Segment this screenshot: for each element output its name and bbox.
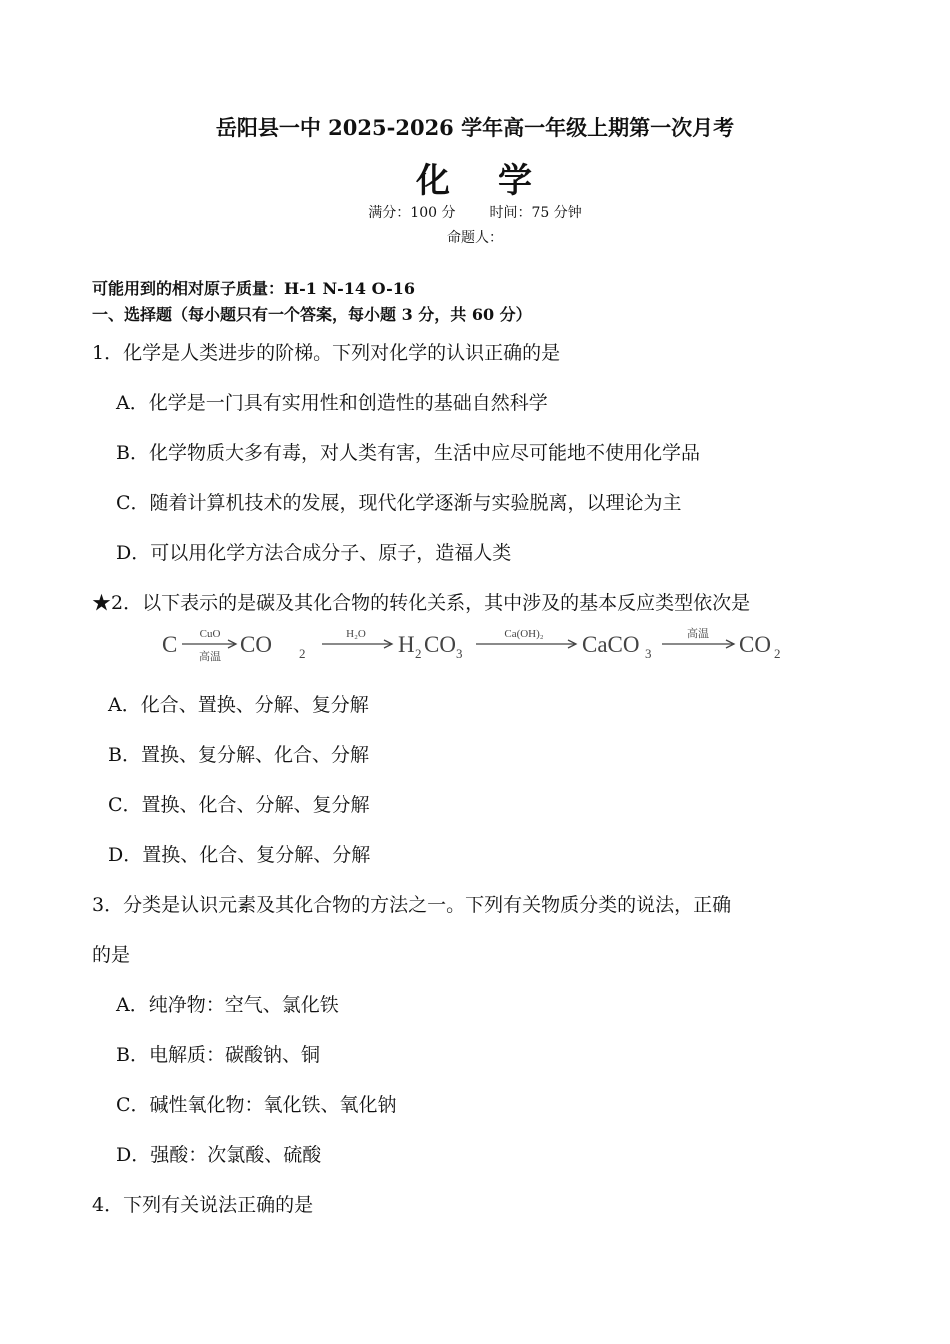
exam-time: 时间：75 分钟 [489,205,582,221]
question-stem: 下列有关说法正确的是 [123,1194,314,1216]
sub-h2: 2 [415,646,422,661]
question-stem: 分类是认识元素及其化合物的方法之一。下列有关物质分类的说法，正确 [123,894,732,916]
section-title: 一、选择题（每小题只有一个答案，每小题 3 分，共 60 分） [92,305,532,324]
sub-caco3: 3 [645,646,652,661]
question-number: 3． [92,894,124,916]
condition-high-temp-2: 高温 [687,628,709,640]
question-number: 4． [92,1194,124,1216]
exam-author: 命题人： [447,230,503,246]
q1-option-c: C．随着计算机技术的发展，现代化学逐渐与实验脱离，以理论为主 [116,492,682,514]
exam-meta [0,202,950,222]
exam-title: 岳阳县一中 2025-2026 学年高一年级上期第一次月考 [215,115,735,140]
species-caco3: CaCO [582,632,640,657]
condition-caoh2: Ca(OH)₂ [504,628,544,640]
species-h: H [398,632,415,657]
q3-option-b: B．电解质：碳酸钠、铜 [116,1044,320,1066]
question-1 [92,338,560,365]
q1-option-a: A．化学是一门具有实用性和创造性的基础自然科学 [116,392,548,414]
species-c: C [162,632,178,657]
question-stem: 化学是人类进步的阶梯。下列对化学的认识正确的是 [123,342,561,364]
sub-co2: 2 [774,646,781,661]
full-score: 满分：100 分 [368,205,456,221]
sub-3: 3 [456,646,463,661]
question-3-line2: 的是 [92,944,131,966]
subject-char-1: 化 [416,161,452,201]
subject-title [0,153,950,202]
q1-option-d: D．可以用化学方法合成分子、原子，造福人类 [116,542,512,564]
q3-option-d: D．强酸：次氯酸、硫酸 [116,1144,322,1166]
question-number: 1． [92,342,124,364]
q2-option-c: C．置换、化合、分解、复分解 [108,794,370,816]
question-4 [92,1190,313,1217]
question-3 [92,890,731,917]
species-co2-2: CO [739,632,771,657]
atomic-masses: 可能用到的相对原子质量：H-1 N-14 O-16 [92,279,415,298]
condition-high-temp-1: 高温 [199,651,221,663]
subject-char-2: 学 [498,161,534,201]
question-2 [92,588,750,615]
q3-option-c: C．碱性氧化物：氧化铁、氧化钠 [116,1094,397,1116]
species-co3: CO [424,632,456,657]
sub-2: 2 [299,646,306,661]
species-co2-1: CO [240,632,272,657]
question-stem: 以下表示的是碳及其化合物的转化关系，其中涉及的基本反应类型依次是 [142,592,751,614]
q2-option-b: B．置换、复分解、化合、分解 [108,744,369,766]
q2-option-d: D．置换、化合、复分解、分解 [108,844,371,866]
question-number: ★2． [92,592,143,614]
q1-option-b: B．化学物质大多有毒，对人类有害，生活中应尽可能地不使用化学品 [116,442,700,464]
reaction-equation [162,620,802,670]
condition-cuo: CuO [199,628,221,640]
q3-option-a: A．纯净物：空气、氯化铁 [116,994,339,1016]
q2-option-a: A．化合、置换、分解、复分解 [108,694,369,716]
condition-h2o: H₂O [346,628,366,640]
